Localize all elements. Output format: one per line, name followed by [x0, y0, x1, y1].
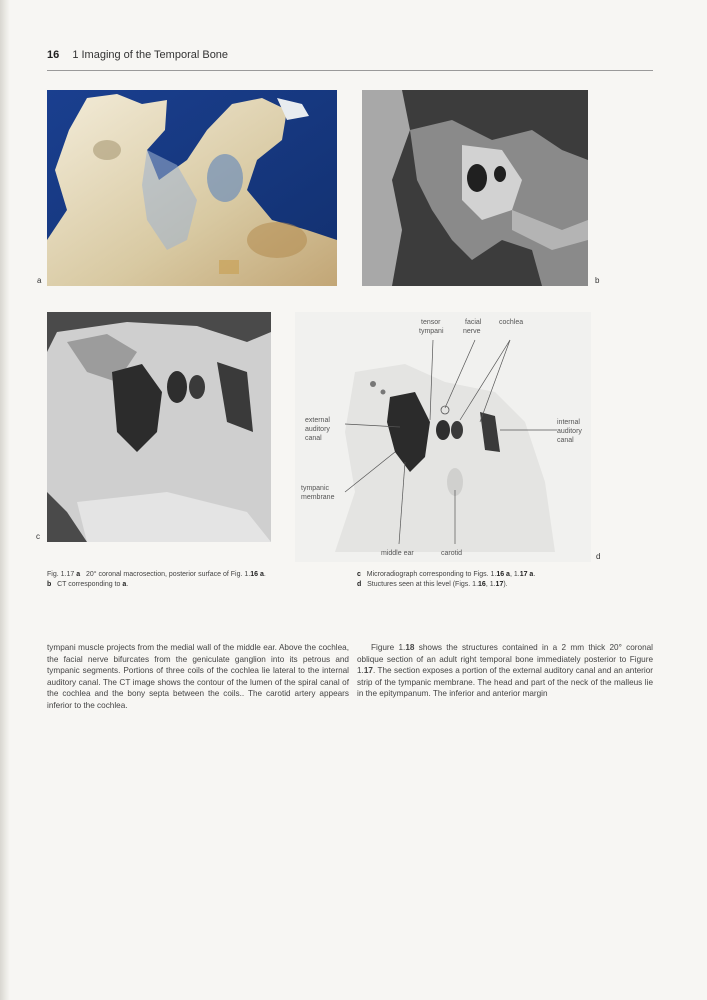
caption-d-mid: , 1. — [485, 581, 496, 588]
caption-c-end: . — [533, 571, 536, 578]
caption-c-letter: c — [357, 571, 361, 578]
caption-fig-1-17-c — [357, 570, 657, 580]
body-text-left: tympani muscle projects from the medial wall of the middle ear. Above the cochlea, the facial nerve bifurcates from the geniculate ganglion into its petrous and tympanic segments. Portions of three coils of the cochlea lie lateral to the internal auditory canal. The CT image shows the contour of the lumen of the spiral canal of the cochlea and the bony septa between the coils.. The carotid artery appears inferior to the cochlea. — [47, 643, 349, 710]
page-binding-edge — [0, 0, 10, 1000]
label-facial: facial — [465, 319, 482, 326]
body-right-ref-18: 18 — [405, 643, 415, 652]
caption-fig-1-17-d — [357, 580, 657, 590]
figure-letter-b: b — [595, 276, 600, 285]
label-nerve: nerve — [463, 328, 481, 335]
caption-a-letter: a — [76, 571, 81, 578]
body-text-right — [357, 642, 653, 700]
caption-right — [357, 570, 657, 590]
figure-letter-c: c — [36, 532, 40, 541]
body-right-part2: shows the structures contained in a 2 mm thick 20° coronal oblique section of an adult right temporal bone immediately posterior to Figure 1. — [357, 643, 653, 675]
caption-a-text: 20° coronal macrosection, posterior surface of Fig. 1. — [85, 571, 251, 578]
caption-d-letter: d — [357, 581, 362, 588]
label-tympanic: tympanic — [301, 485, 330, 492]
caption-d-text: Stuctures seen at this level (Figs. 1. — [367, 581, 479, 588]
caption-fig-1-17-b — [47, 580, 337, 590]
caption-b-text: CT corresponding to — [57, 581, 123, 588]
caption-a-end: . — [263, 571, 266, 578]
figure-c-microradiograph — [47, 312, 271, 542]
caption-c-text: Microradiograph corresponding to Figs. 1. — [366, 571, 497, 578]
label-canal-left: canal — [305, 435, 322, 442]
running-header — [47, 48, 653, 71]
label-auditory-left: auditory — [305, 426, 330, 433]
caption-d-ref1: 16 — [478, 581, 486, 588]
body-right-part3: . The section exposes a portion of the external auditory canal and an anterior strip of the tympanic membrane. The head and part of the neck of the malleus lie in the epitympanum. The inferior and anterior margin — [357, 666, 653, 698]
caption-fig-1-17-a — [47, 570, 337, 580]
label-membrane: membrane — [301, 494, 335, 501]
label-tensor: tensor — [421, 319, 441, 326]
caption-left — [47, 570, 337, 590]
figure-letter-a: a — [37, 276, 42, 285]
label-internal: internal — [557, 419, 580, 426]
label-middle-ear: middle ear — [381, 550, 414, 557]
running-title: 1 Imaging of the Temporal Bone — [72, 49, 229, 61]
label-external: external — [305, 417, 330, 424]
label-auditory-right: auditory — [557, 428, 582, 435]
caption-b-ref: a — [122, 581, 127, 588]
body-right-ref-17: 17 — [363, 666, 373, 675]
label-carotid: carotid — [441, 550, 463, 557]
label-canal-right: canal — [557, 437, 574, 444]
caption-c-ref1: 16 a — [496, 571, 510, 578]
caption-d-end: ). — [503, 581, 508, 588]
figure-d-labeled-diagram — [295, 312, 591, 562]
caption-d-ref2: 17 — [495, 581, 504, 588]
figure-a-macrosection — [47, 90, 337, 286]
caption-c-ref2: 17 a — [519, 571, 534, 578]
body-right-part1: Figure 1. — [371, 643, 406, 652]
figure-b-ct — [362, 90, 588, 286]
caption-c-mid: , 1. — [509, 571, 520, 578]
caption-b-letter: b — [47, 581, 52, 588]
caption-b-end: . — [126, 581, 129, 588]
label-tympani: tympani — [419, 328, 444, 335]
page-number: 16 — [47, 49, 60, 61]
caption-a-ref: 16 a — [250, 571, 264, 578]
caption-fig-label: Fig. 1.17 — [47, 571, 75, 578]
figure-letter-d: d — [596, 552, 601, 561]
label-cochlea: cochlea — [499, 319, 524, 326]
